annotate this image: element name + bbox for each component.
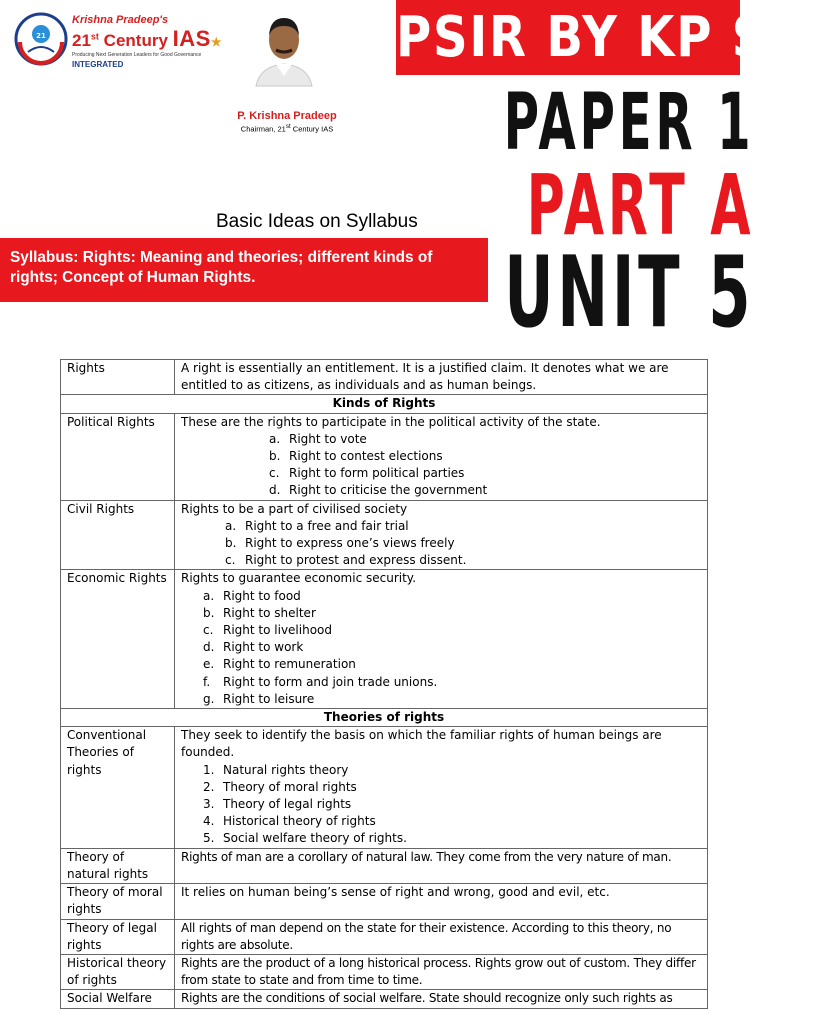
political-rights-list (269, 431, 701, 500)
row-label: Theory of natural rights (61, 848, 175, 883)
svg-text:21: 21 (36, 32, 46, 40)
list-item: e. Right to remuneration (203, 657, 356, 672)
row-label: Civil Rights (61, 500, 175, 570)
list-item: a. Right to food (203, 588, 301, 603)
theories-of-rights-header: Theories of rights (61, 709, 708, 727)
syllabus-box: Syllabus: Rights: Meaning and theories; different kinds of rights; Concept of Human Rights. (0, 238, 488, 302)
unit-heading: UNIT 5 (504, 236, 754, 350)
list-item: c. Right to protest and express dissent. (225, 553, 467, 568)
row-label: Historical theory of rights (61, 954, 175, 989)
title-banner: PSIR BY KP SIR (396, 0, 740, 75)
row-content (175, 500, 708, 570)
rights-table (60, 359, 708, 1009)
logo-top-line: Krishna Pradeep's (72, 14, 169, 26)
list-item: b. Right to shelter (203, 605, 316, 620)
row-content (175, 570, 708, 709)
list-item: d. Right to work (203, 640, 304, 655)
paper-heading: PAPER 1 (503, 78, 754, 168)
part-heading: PART A (526, 156, 754, 254)
list-item: d. Right to criticise the government (269, 483, 488, 498)
section-heading: Basic Ideas on Syllabus (216, 211, 418, 232)
table-row (61, 570, 708, 709)
row-label: Rights (61, 360, 175, 395)
list-item: g. Right to leisure (203, 691, 315, 706)
logo-wordmark: 21st Century IAS★ (72, 26, 222, 51)
row-text: Rights of man are a corollary of natural law. They come from the very nature of man. (175, 848, 708, 883)
table-row (61, 919, 708, 954)
list-item: 4. Historical theory of rights (203, 814, 376, 829)
list-item: b. Right to express one’s views freely (225, 536, 455, 551)
star-icon: ★ (210, 35, 222, 49)
row-text: Rights are the product of a long historical process. Rights grow out of custom. They differ from state to state and from time to time. (175, 954, 708, 989)
table-row (61, 884, 708, 919)
table-row (61, 848, 708, 883)
table-section-header (61, 709, 708, 727)
chairman-photo (252, 6, 316, 86)
row-intro: These are the rights to participate in the political activity of the state. (181, 414, 601, 429)
row-text: It relies on human being’s sense of right and wrong, good and evil, etc. (175, 884, 708, 919)
list-item: f. Right to form and join trade unions. (203, 674, 438, 689)
logo-integrated: INTEGRATED (72, 60, 124, 69)
row-intro: Rights to guarantee economic security. (181, 571, 417, 586)
chairman-title: Chairman, 21st Century IAS (240, 123, 334, 134)
institute-logo (14, 10, 224, 74)
row-text: A right is essentially an entitlement. It is a justified claim. It denotes what we are entitled to as citizens, as individuals and as human beings. (175, 360, 708, 395)
table-row (61, 360, 708, 395)
economic-rights-list (203, 588, 701, 708)
table-row (61, 727, 708, 848)
list-item: a. Right to vote (269, 431, 367, 446)
list-item: 3. Theory of legal rights (203, 797, 352, 812)
row-content (175, 727, 708, 848)
table-row (61, 954, 708, 989)
logo-emblem-icon (14, 12, 68, 66)
table-section-header (61, 395, 708, 413)
list-item: b. Right to contest elections (269, 449, 443, 464)
row-label: Social Welfare (61, 990, 175, 1008)
list-item: c. Right to form political parties (269, 466, 465, 481)
row-intro: They seek to identify the basis on which the familiar rights of human beings are founded. (181, 728, 662, 760)
table-row (61, 990, 708, 1008)
list-item: 1. Natural rights theory (203, 762, 349, 777)
row-intro: Rights to be a part of civilised society (181, 501, 408, 516)
list-item: 5. Social welfare theory of rights. (203, 831, 407, 846)
row-text: Rights are the conditions of social welfare. State should recognize only such rights as (175, 990, 708, 1008)
table-row (61, 413, 708, 500)
theories-list (203, 762, 701, 848)
civil-rights-list (225, 518, 701, 570)
list-item: c. Right to livelihood (203, 623, 333, 638)
list-item: 2. Theory of moral rights (203, 779, 357, 794)
row-content (175, 413, 708, 500)
table-row (61, 500, 708, 570)
row-label: Theory of legal rights (61, 919, 175, 954)
row-text: All rights of man depend on the state for their existence. According to this theory, no rights are absolute. (175, 919, 708, 954)
kinds-of-rights-header: Kinds of Rights (61, 395, 708, 413)
chairman-name: P. Krishna Pradeep (237, 110, 337, 122)
row-label: Political Rights (61, 413, 175, 500)
row-label: Theory of moral rights (61, 884, 175, 919)
row-label: Conventional Theories of rights (61, 727, 175, 848)
logo-tagline: Producing Next Generation Leaders for Good Governance (72, 52, 202, 58)
list-item: a. Right to a free and fair trial (225, 518, 409, 533)
row-label: Economic Rights (61, 570, 175, 709)
